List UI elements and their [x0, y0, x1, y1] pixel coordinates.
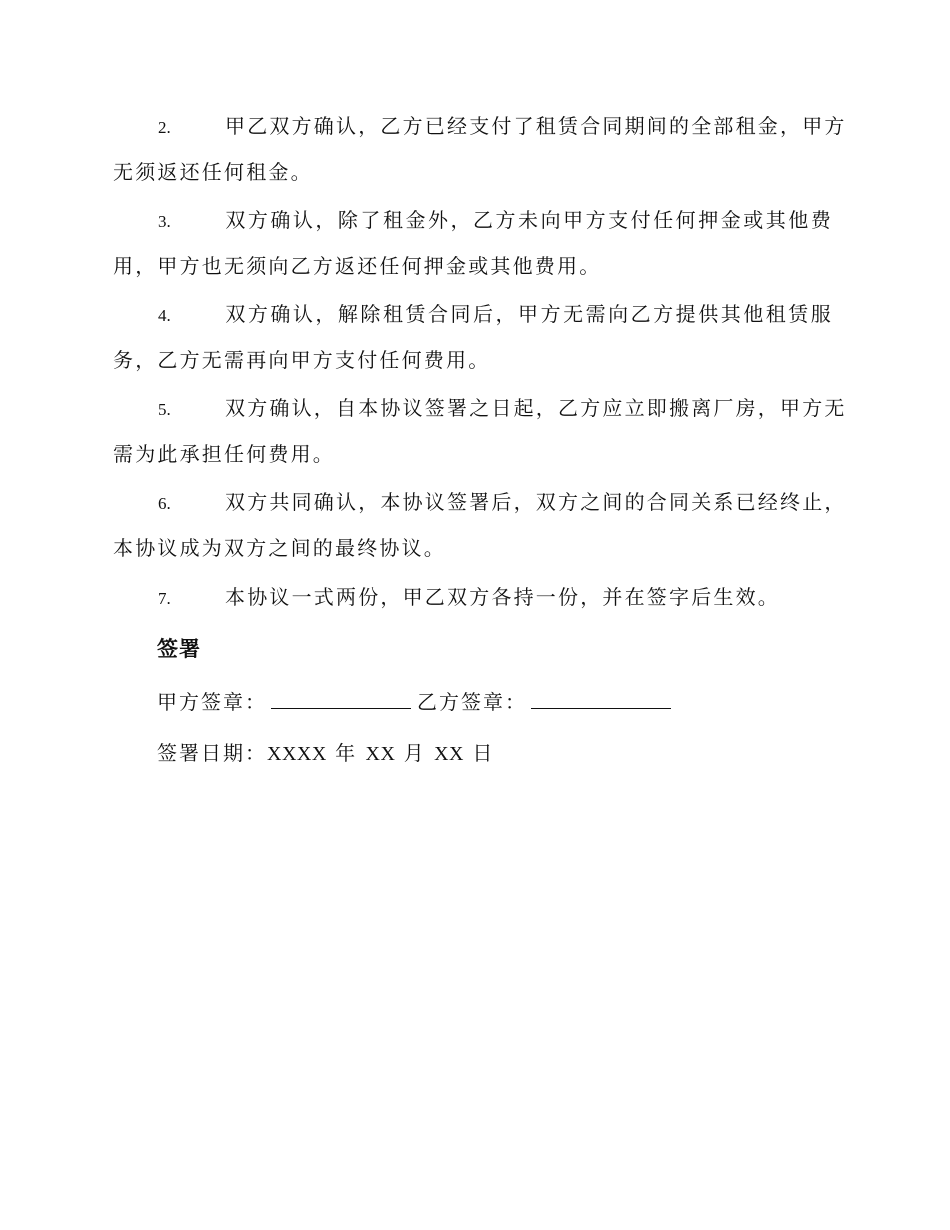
clause-number: 6. [158, 494, 171, 513]
date-month-unit: 月 [403, 741, 426, 765]
signature-date-row [157, 737, 494, 770]
clause-text-line2: 需为此承担任何费用。 [113, 442, 335, 466]
date-month: XX [365, 743, 396, 765]
clause-text-line2: 用，甲方也无须向乙方返还任何押金或其他费用。 [113, 254, 602, 278]
party-a-label: 甲方签章： [157, 690, 267, 714]
clause-number: 5. [158, 400, 171, 419]
clause-text-line1: 本协议一式两份，甲乙双方各持一份，并在签字后生效。 [225, 585, 780, 609]
date-label: 签署日期： [157, 741, 267, 765]
clause-text-line2: 本协议成为双方之间的最终协议。 [113, 536, 446, 560]
party-a-signature-field[interactable] [271, 686, 411, 709]
clause-number: 2. [158, 118, 171, 137]
clause-2 [113, 104, 847, 195]
clause-3 [113, 198, 833, 289]
clause-7 [113, 575, 833, 621]
party-b-signature-field[interactable] [531, 686, 671, 709]
party-b-label: 乙方签章： [417, 690, 527, 714]
clause-4 [113, 292, 833, 383]
clause-number: 7. [158, 589, 171, 608]
date-year-unit: 年 [335, 741, 358, 765]
clause-6 [113, 480, 847, 571]
clause-text-line1: 双方确认，除了租金外，乙方未向甲方支付任何押金或其他费 [225, 208, 833, 232]
clause-number: 3. [158, 212, 171, 231]
date-day-unit: 日 [472, 741, 495, 765]
date-day: XX [434, 743, 464, 765]
clause-text-line2: 无须返还任何租金。 [113, 160, 313, 184]
signature-parties-row [157, 686, 677, 718]
date-year: XXXX [267, 743, 327, 765]
clause-number: 4. [158, 306, 171, 325]
clause-text-line1: 双方确认，自本协议签署之日起，乙方应立即搬离厂房，甲方无 [225, 396, 847, 420]
signature-heading: 签署 [157, 637, 201, 661]
clause-text-line1: 双方共同确认，本协议签署后，双方之间的合同关系已经终止， [225, 490, 847, 514]
clause-text-line1: 双方确认，解除租赁合同后，甲方无需向乙方提供其他租赁服 [225, 302, 833, 326]
clause-text-line1: 甲乙双方确认，乙方已经支付了租赁合同期间的全部租金，甲方 [225, 114, 847, 138]
clause-text-line2: 务，乙方无需再向甲方支付任何费用。 [113, 348, 491, 372]
clause-5 [113, 386, 847, 477]
